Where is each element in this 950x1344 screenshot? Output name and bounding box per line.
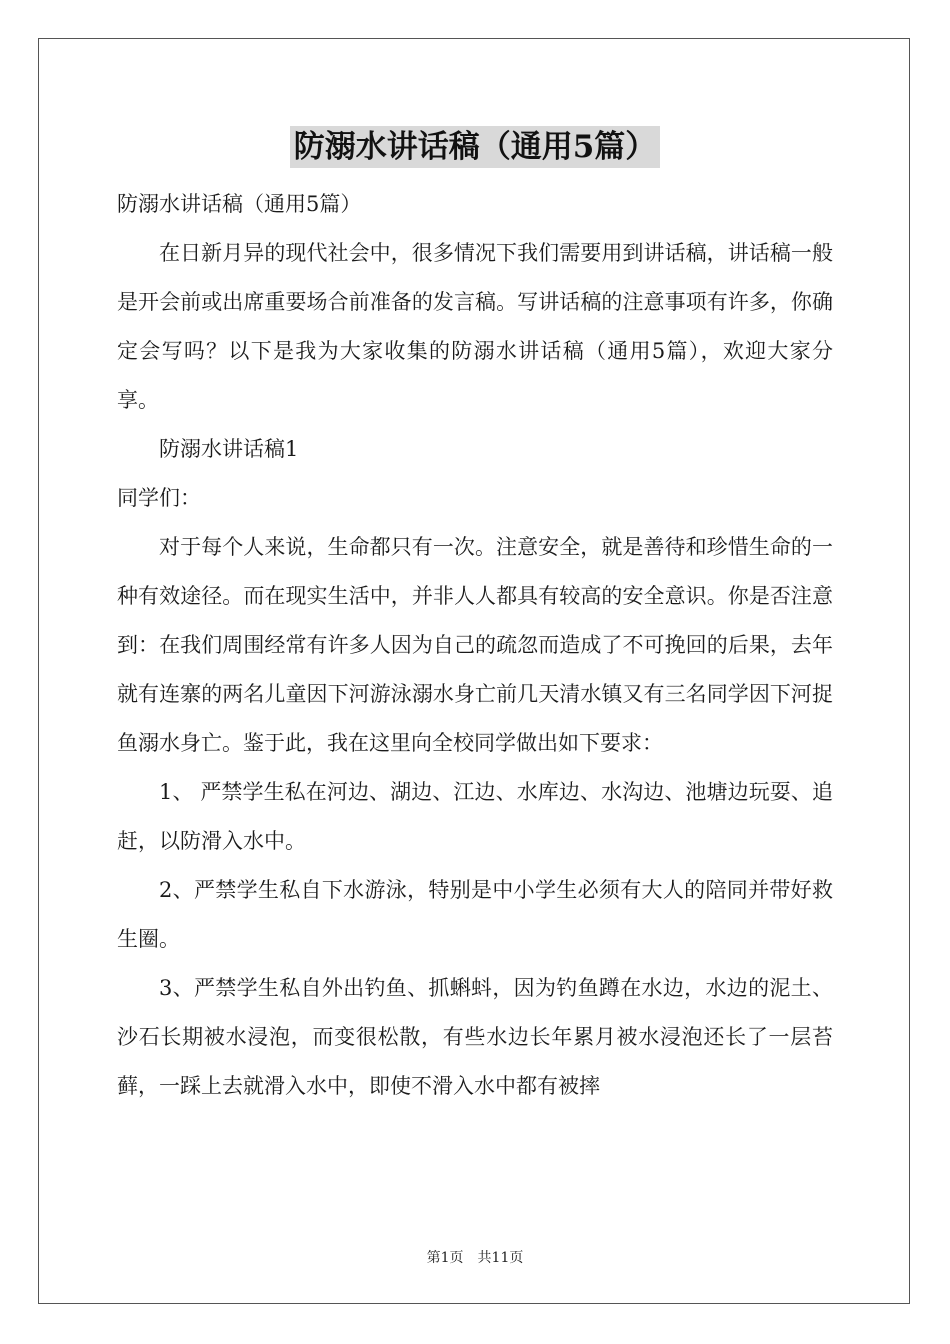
page-number: 第1页 [426, 1250, 464, 1266]
rule-item-3: 3、严禁学生私自外出钓鱼、抓蝌蚪，因为钓鱼蹲在水边，水边的泥土、沙石长期被水浸泡，而变很松散，有些水边长年累月被水浸泡还长了一层苔藓，一踩上去就滑入水中，即使不滑入水中都有被摔 [117, 976, 833, 1098]
page-footer [0, 1247, 950, 1267]
page-total: 共11页 [477, 1250, 524, 1266]
intro-paragraph: 在日新月异的现代社会中，很多情况下我们需要用到讲话稿，讲话稿一般是开会前或出席重要场合前准备的发言稿。写讲话稿的注意事项有许多，你确定会写吗？以下是我为大家收集的防溺水讲话稿（通用5篇），欢迎大家分享。 [117, 241, 833, 412]
rule-item-1: 1、 严禁学生私在河边、湖边、江边、水库边、水沟边、池塘边玩耍、追赶，以防滑入水中。 [117, 780, 833, 853]
rule-item-2: 2、严禁学生私自下水游泳，特别是中小学生必须有大人的陪同并带好救生圈。 [117, 878, 833, 951]
title-container [0, 126, 950, 168]
body-paragraph: 对于每个人来说，生命都只有一次。注意安全，就是善待和珍惜生命的一种有效途径。而在现实生活中，并非人人都具有较高的安全意识。你是否注意到：在我们周围经常有许多人因为自己的疏忽而造成了不可挽回的后果，去年就有连寨的两名儿童因下河游泳溺水身亡前几天清水镇又有三名同学因下河捉鱼溺水身亡。鉴于此，我在这里向全校同学做出如下要求： [117, 535, 833, 755]
document-title: 防溺水讲话稿（通用5篇） [290, 126, 661, 168]
document-subtitle: 防溺水讲话稿（通用5篇） [117, 192, 362, 216]
section-heading: 防溺水讲话稿1 [159, 437, 299, 461]
document-body [117, 180, 833, 1111]
salutation: 同学们： [117, 486, 201, 510]
